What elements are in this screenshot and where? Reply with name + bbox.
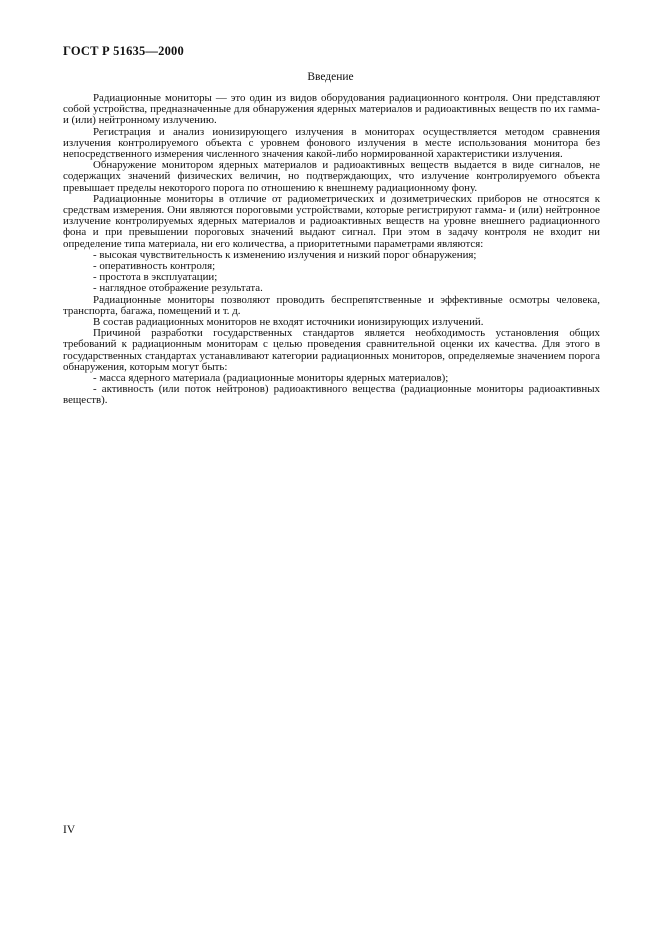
paragraph: Обнаружение монитором ядерных материалов и радиоактивных веществ выдается в виде сигналов, не содержащих значений физических величин, но подтверждающих, что излучение контролируемого объекта превышает пределы некоторого порога по отношению к внешнему радиационному фону. [63,159,600,194]
section-title: Введение [307,71,354,83]
list-item: - оперативность контроля; [93,260,216,273]
paragraph: В состав радиационных мониторов не входят источники ионизирующих излучений. [93,316,484,329]
paragraph: Регистрация и анализ ионизирующего излучения в мониторах осуществляется методом сравнения излучения контролируемого объекта с уровнем фонового излучения в месте использования монитора без непосредственного измерения численного значения какой-либо нормированной характеристики излучения. [63,125,600,161]
document-body [63,93,600,407]
list-item: - высокая чувствительность к изменению излучения и низкий порог обнаружения; [93,248,477,261]
paragraph: Радиационные мониторы позволяют проводить беспрепятственные и эффективные осмотры человека, транспорта, багажа, помещений и т. д. [63,293,600,317]
list-item: - простота в эксплуатации; [93,271,218,284]
paragraph: Причиной разработки государственных стандартов является необходимость установления общих требований к радиационным мониторам с целью проведения сравнительной оценки их качества. Для этого в государственных стандартах устанавливают категории радиационных мониторов, определяемые значением порога обнаружения, которым могут быть: [63,327,600,373]
standard-header: ГОСТ Р 51635—2000 [63,44,184,58]
paragraph: Радиационные мониторы в отличие от радиометрических и дозиметрических приборов не относятся к средствам измерения. Они являются пороговыми устройствами, которые регистрируют гамма- и (или) нейтронное излучение контролируемых ядерных материалов и радиоактивных веществ на уровне внешнего радиационного фона и при превышении пороговых значений выдают сигнал. При этом в задачу контроля не входит ни определение типа материала, ни его количества, а приоритетными параметрами являются: [63,192,600,250]
list-item: - масса ядерного материала (радиационные мониторы ядерных материалов); [93,372,449,385]
page-number: IV [63,824,76,836]
list-item: - наглядное отображение результата. [93,282,263,295]
list-item: - активность (или поток нейтронов) радиоактивного вещества (радиационные мониторы радиоактивных веществ). [63,383,600,407]
paragraph: Радиационные мониторы — это один из видов оборудования радиационного контроля. Они представляют собой устройства, предназначенные для обнаружения ядерных материалов и радиоактивных веществ по их гамма- и (или) нейтронному излучению. [63,92,600,127]
